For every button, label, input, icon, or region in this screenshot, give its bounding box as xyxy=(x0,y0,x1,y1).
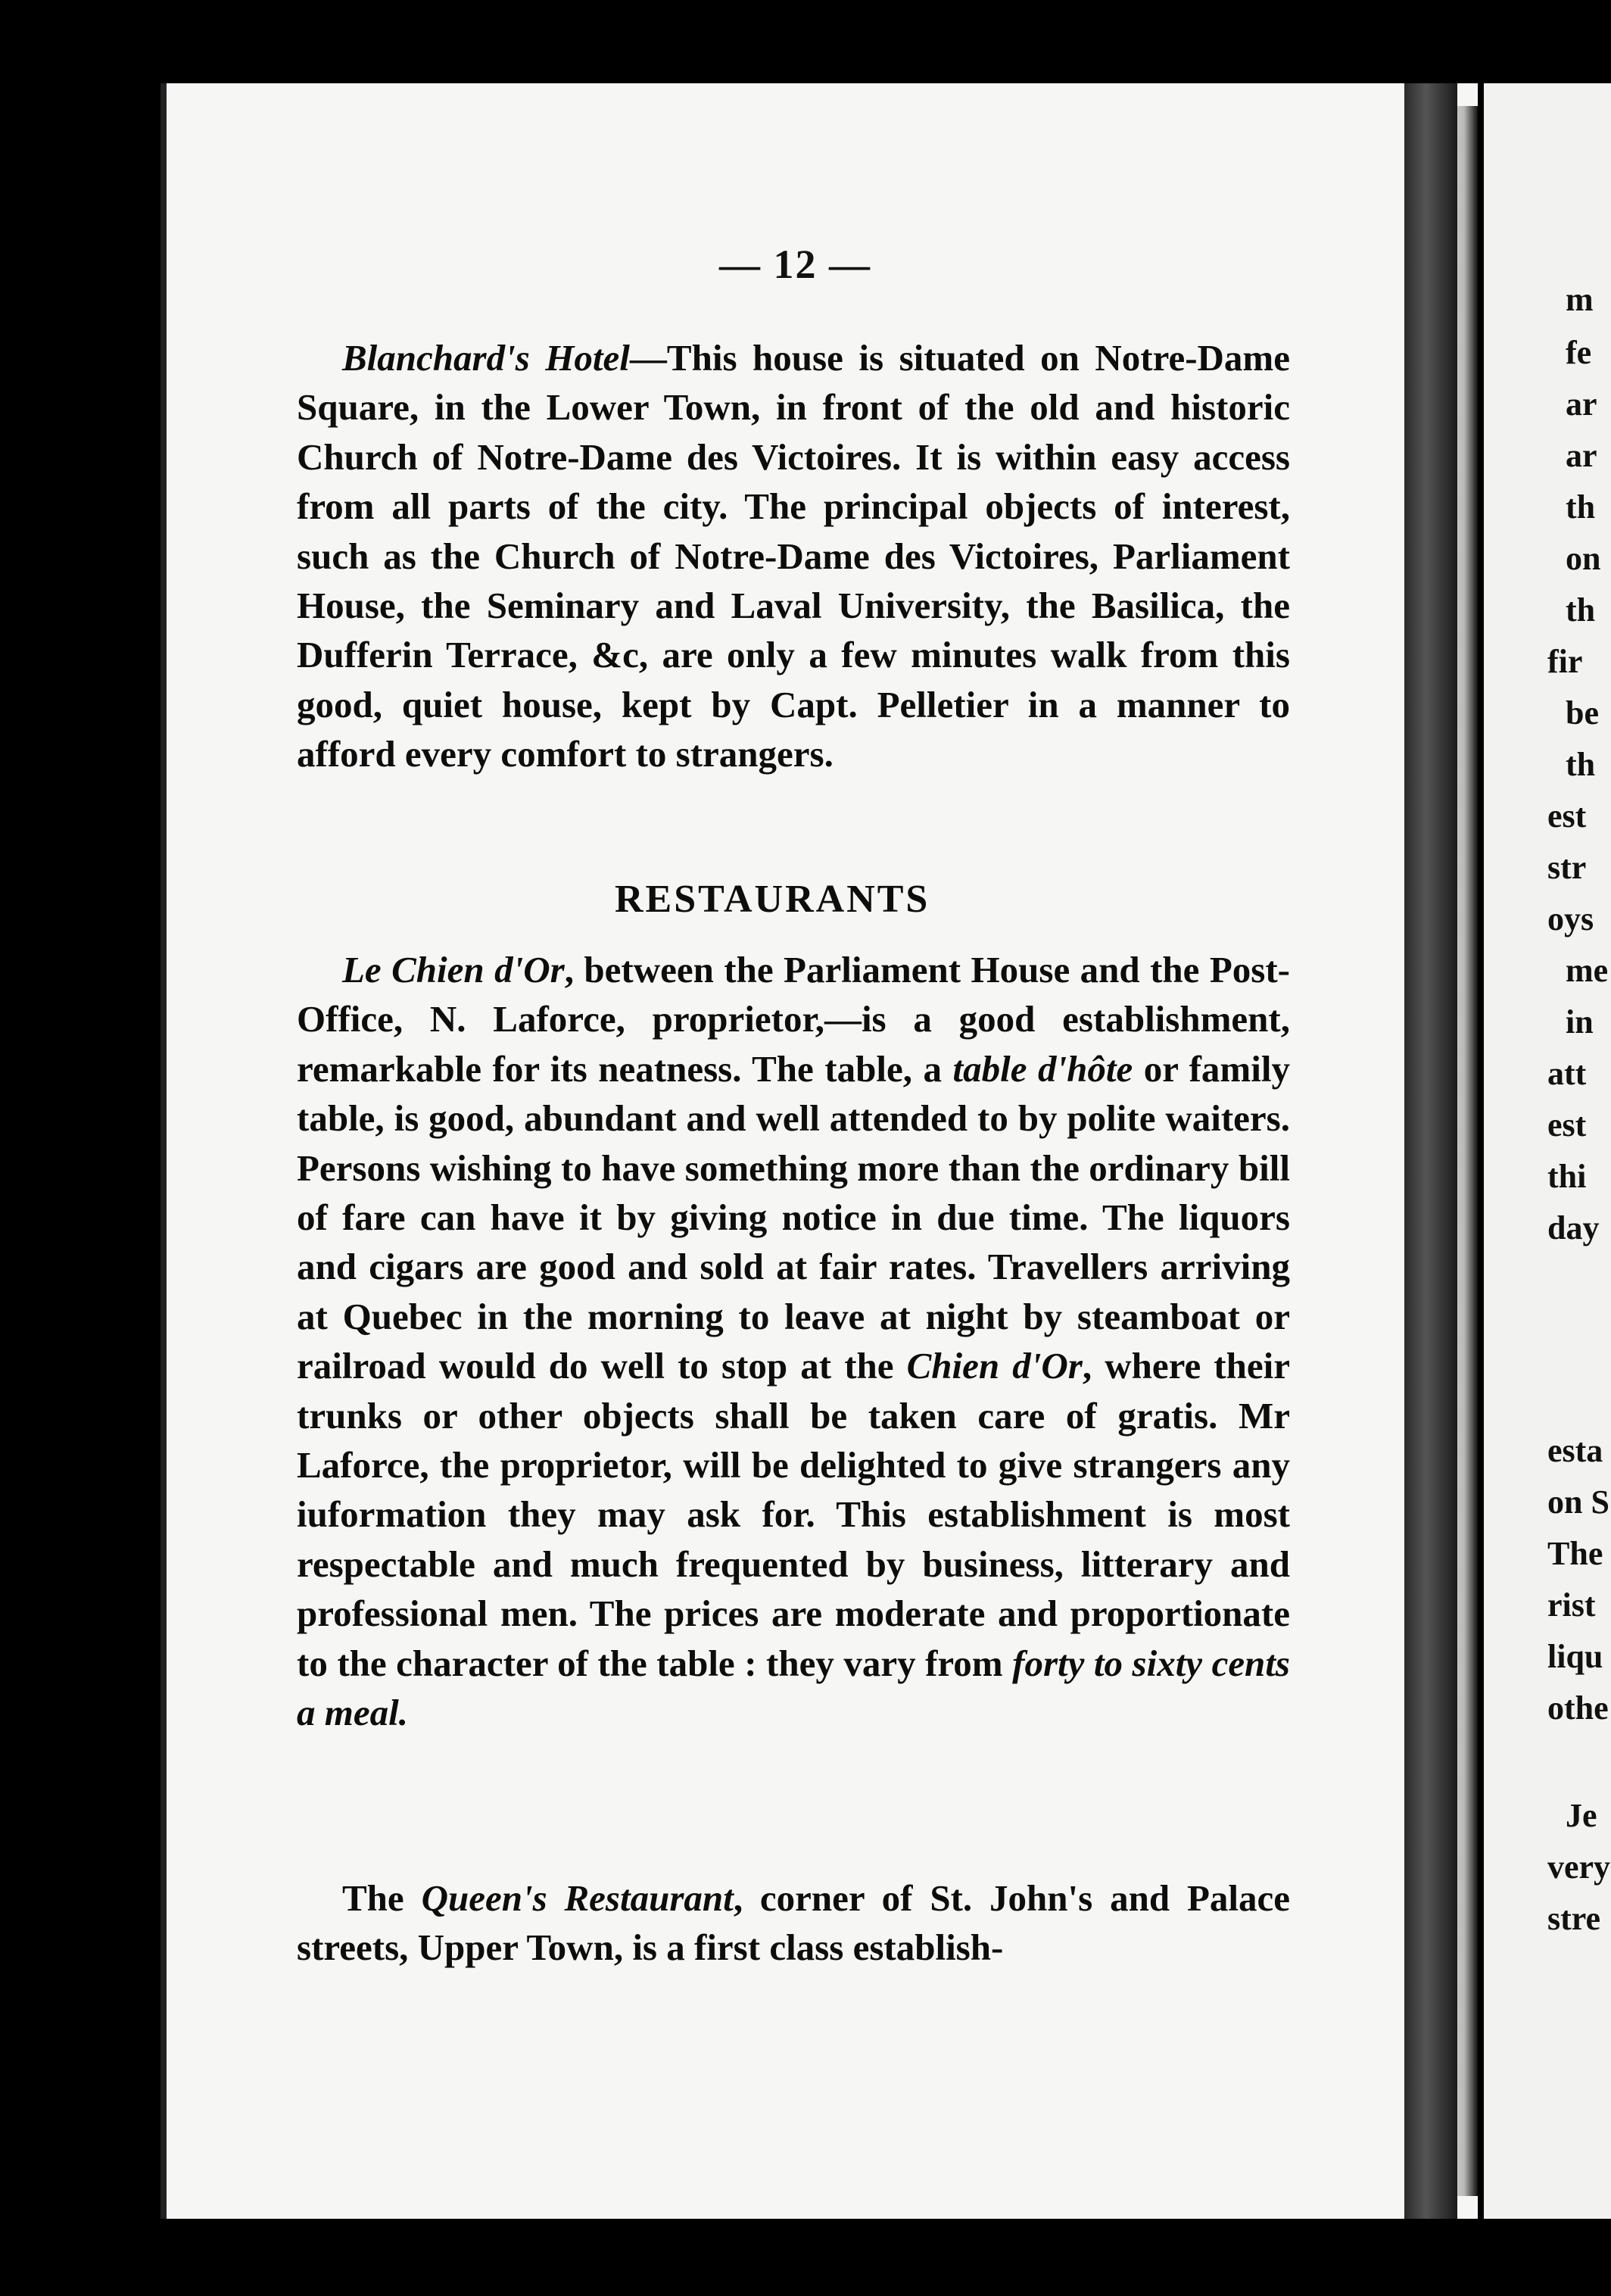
chien-text-3: , where their trunks or other objects shall be taken care of gratis. Mr Laforce, the proprietor, will be delighted to give strangers any iuformation they may ask for. This establishment is most respectable and much frequented by business, litterary and professional men. The prices are moderate and proportionate to the character of the table : they vary from xyxy=(297,1345,1290,1684)
facing-page-fragment: fe xyxy=(1566,334,1592,371)
facing-page-fragment: th xyxy=(1566,746,1596,783)
restaurant-name: Le Chien d'Or xyxy=(342,949,565,990)
hotel-paragraph xyxy=(297,333,1290,779)
restaurant-name-repeat: Chien d'Or xyxy=(906,1345,1083,1387)
facing-page-fragment: oys xyxy=(1547,900,1594,937)
facing-page-fragment: est xyxy=(1547,797,1587,834)
chien-text-2: or family table, is good, abundant and well attended to by polite waiters. Persons wishing to have something more than the ordinary bill of fare can have it by giving notice in due time. The liquors and cigars are good and sold at fair rates. Travellers arriving at Quebec in the morning to leave at night by steamboat or railroad would do well to stop at the xyxy=(297,1047,1290,1387)
facing-page-fragment: th xyxy=(1566,591,1596,629)
chien-text-1: , between the Parliament House and the Post-Office, N. Laforce, proprietor,—is a good establishment, remarkable for its neatness. The table, a xyxy=(297,949,1290,1090)
hotel-description: —This house is situated on Notre-Dame Square, in the Lower Town, in front of the old and historic Church of Notre-Dame des Victoires. It is within easy access from all parts of the city. The principal objects of interest, such as the Church of Notre-Dame des Victoires, Parliament House, the Seminary and Laval University, the Basilica, the Dufferin Terrace, &c, are only a few minutes walk from this good, quiet house, kept by Capt. Pelletier in a manner to afford every comfort to strangers. xyxy=(297,337,1290,775)
facing-page-fragment: fir xyxy=(1547,643,1583,680)
facing-page-fragment: othe xyxy=(1547,1689,1609,1727)
queens-lead: The xyxy=(342,1877,422,1919)
queens-name: Queen's Restaurant xyxy=(421,1877,734,1919)
facing-page-fragment: m xyxy=(1566,281,1594,318)
chien-dor-paragraph xyxy=(297,945,1290,1738)
facing-page-fragment: be xyxy=(1566,694,1599,732)
queens-text: , corner of St. John's and Palace streets, Upper Town, is a first class establish- xyxy=(297,1877,1291,1969)
page-number: — 12 — xyxy=(719,242,871,287)
facing-page-fragment: ar xyxy=(1566,437,1597,474)
facing-page-fragment: stre xyxy=(1547,1900,1601,1937)
price-range: forty to sixty cents a meal. xyxy=(297,1642,1290,1734)
facing-page-fragment: Je xyxy=(1566,1797,1597,1834)
facing-page-fragment: est xyxy=(1547,1106,1587,1143)
facing-page-fragment: str xyxy=(1547,849,1587,886)
facing-page xyxy=(1484,83,1611,2219)
hotel-name: Blanchard's Hotel xyxy=(342,337,630,379)
book-spine xyxy=(1404,83,1457,2219)
facing-page-fragment: thi xyxy=(1547,1158,1587,1195)
table-dhote-term: table d'hôte xyxy=(952,1047,1133,1090)
facing-page-fragment: me xyxy=(1566,952,1609,989)
facing-page-fragment: very xyxy=(1547,1848,1611,1886)
facing-page-fragment: esta xyxy=(1547,1432,1603,1469)
facing-page-fragment: day xyxy=(1547,1209,1600,1246)
section-heading: RESTAURANTS xyxy=(615,878,930,921)
queens-paragraph xyxy=(297,1873,1290,1973)
facing-page-fragment: ar xyxy=(1566,385,1597,423)
facing-page-fragment: The xyxy=(1547,1535,1603,1572)
facing-page-fragment: th xyxy=(1566,488,1596,526)
facing-page-fragment: att xyxy=(1547,1055,1587,1092)
facing-page-fragment: on xyxy=(1566,540,1601,577)
facing-page-fragment: in xyxy=(1566,1003,1594,1040)
facing-page-fragment: liqu xyxy=(1547,1638,1603,1675)
facing-page-fragment: on S xyxy=(1547,1483,1609,1521)
facing-page-fragment: rist xyxy=(1547,1586,1596,1624)
